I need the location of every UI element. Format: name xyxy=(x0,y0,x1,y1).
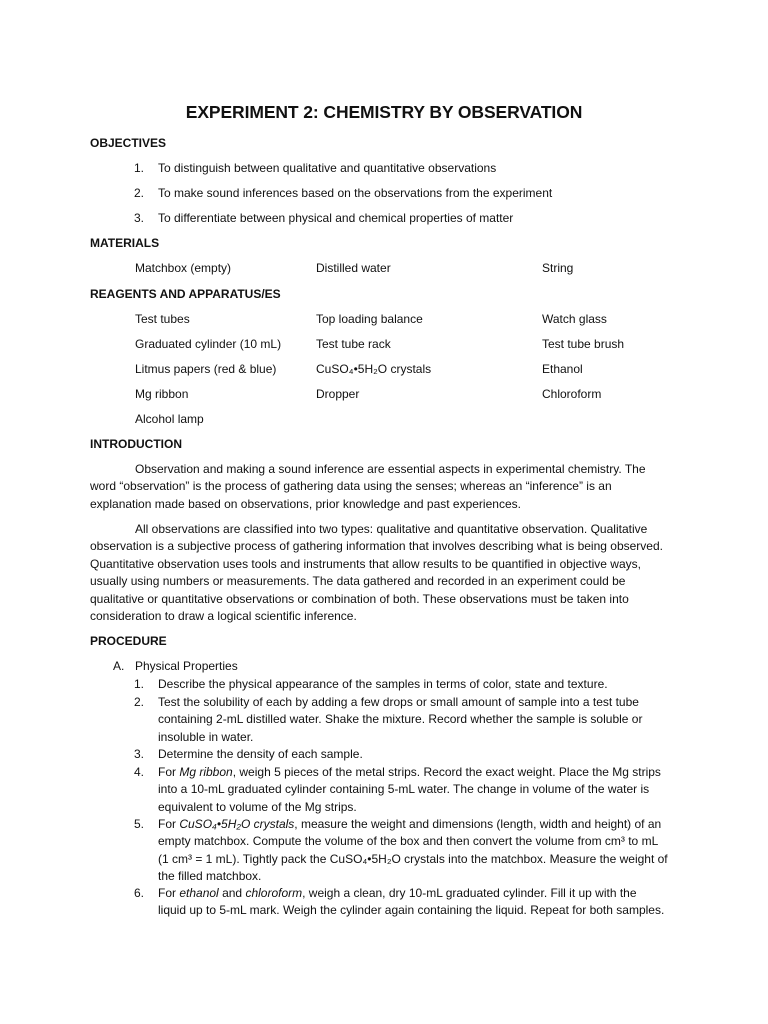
reagent-item: Watch glass xyxy=(542,312,607,326)
objective-item xyxy=(134,186,552,200)
step-line: Test the solubility of each by adding a few drops or small amount of sample into a test tube xyxy=(158,695,639,709)
step-line: , weigh 5 pieces of the metal strips. Record the exact weight. Place the Mg strips xyxy=(232,765,661,779)
step-number: 1. xyxy=(134,677,145,691)
reagent-item: Alcohol lamp xyxy=(135,412,204,426)
paragraph-line: Quantitative observation uses tools and instruments that allow results to be quantified in objective ways, xyxy=(90,556,641,571)
reagents-heading: REAGENTS AND APPARATUS/ES xyxy=(90,287,281,301)
objective-item xyxy=(134,161,496,175)
emphasis-sample: CuSO₄•5H₂O crystals xyxy=(179,817,295,831)
step-line: (1 cm³ = 1 mL). Tightly pack the CuSO₄•5H₂O crystals into the matchbox. Measure the weight of xyxy=(158,851,668,866)
section-label: Physical Properties xyxy=(135,659,238,673)
document-title: EXPERIMENT 2: CHEMISTRY BY OBSERVATION xyxy=(185,102,583,122)
emphasis-sample: chloroform xyxy=(245,886,303,900)
step-line: the filled matchbox. xyxy=(158,869,262,884)
step-line: empty matchbox. Compute the volume of the box and then convert the volume from cm³ to mL xyxy=(158,834,659,849)
step-line: insoluble in water. xyxy=(158,729,254,744)
paragraph-line: word “observation” is the process of gathering data using the senses; whereas an “inference” is an xyxy=(90,479,612,494)
paragraph-line: observation is a subjective process of gathering information that involves describing what is being observed. xyxy=(90,539,663,554)
reagent-item: Test tube brush xyxy=(542,337,625,351)
objective-text: To make sound inferences based on the observations from the experiment xyxy=(158,186,553,200)
step-line: , measure the weight and dimensions (length, width and height) of an xyxy=(294,817,662,831)
materials-heading: MATERIALS xyxy=(90,236,160,250)
paragraph-line: explanation made based on observations, prior knowledge and past experiences. xyxy=(90,496,521,511)
step-number: 2. xyxy=(134,695,145,709)
material-item: Matchbox (empty) xyxy=(135,261,232,275)
objectives-heading: OBJECTIVES xyxy=(90,136,167,150)
reagent-item: Ethanol xyxy=(542,362,583,376)
introduction-heading: INTRODUCTION xyxy=(90,437,182,451)
step-line: into a 10-mL graduated cylinder containing 5-mL water. The change in volume of the water is xyxy=(158,782,650,797)
step-line: Describe the physical appearance of the samples in terms of color, state and texture. xyxy=(158,677,608,691)
procedure-heading: PROCEDURE xyxy=(90,634,167,648)
and-word: and xyxy=(222,886,243,900)
section-letter: A. xyxy=(113,659,125,673)
objective-number: 2. xyxy=(134,186,145,200)
reagent-item: Litmus papers (red & blue) xyxy=(135,362,277,376)
step-number: 5. xyxy=(134,817,145,831)
reagent-item: Chloroform xyxy=(542,387,602,401)
introduction-paragraph-2 xyxy=(90,521,678,625)
step-number: 3. xyxy=(134,747,145,761)
material-item: Distilled water xyxy=(316,261,391,275)
step-line: liquid up to 5-mL mark. Weigh the cylinder again containing the liquid. Repeat for both samples. xyxy=(158,903,665,918)
step-number: 4. xyxy=(134,765,145,779)
objective-number: 1. xyxy=(134,161,145,175)
reagent-item: Mg ribbon xyxy=(135,387,189,401)
step-line: Determine the density of each sample. xyxy=(158,747,363,761)
for-word: For xyxy=(158,886,176,900)
reagent-item: Test tube rack xyxy=(316,337,391,351)
reagent-item: Dropper xyxy=(316,387,360,401)
for-word: For xyxy=(158,817,176,831)
reagent-item: Test tubes xyxy=(135,312,190,326)
reagent-item: Graduated cylinder (10 mL) xyxy=(135,337,282,351)
paragraph-line: consideration to draw a logical scientific inference. xyxy=(90,609,357,624)
reagent-item: CuSO₄•5H₂O crystals xyxy=(316,362,432,376)
paragraph-line: All observations are classified into two types: qualitative and quantitative observation. Qualitative xyxy=(135,522,648,536)
step-number: 6. xyxy=(134,886,145,900)
for-word: For xyxy=(158,765,176,779)
objective-number: 3. xyxy=(134,211,145,225)
emphasis-sample: Mg ribbon xyxy=(179,765,233,779)
step-line: equivalent to volume of the Mg strips. xyxy=(158,799,357,814)
paragraph-line: qualitative or quantitative observations or combination of both. These observations must be taken into xyxy=(90,591,629,606)
reagent-item: Top loading balance xyxy=(316,312,423,326)
objective-text: To differentiate between physical and chemical properties of matter xyxy=(158,211,514,225)
procedure-section-a xyxy=(113,659,238,673)
emphasis-sample: ethanol xyxy=(179,886,219,900)
introduction-paragraph-1 xyxy=(90,461,678,513)
objective-item xyxy=(134,211,513,225)
paragraph-line: Observation and making a sound inference are essential aspects in experimental chemistry. The xyxy=(135,462,646,476)
step-line: containing 2-mL distilled water. Shake the mixture. Record whether the sample is soluble or xyxy=(158,712,643,727)
material-item: String xyxy=(542,261,574,275)
paragraph-line: usually using numbers or measurements. The data gathered and recorded in an experiment could be xyxy=(90,574,626,589)
objective-text: To distinguish between qualitative and quantitative observations xyxy=(158,161,497,175)
step-line: , weigh a clean, dry 10-mL graduated cylinder. Fill it up with the xyxy=(302,886,637,900)
